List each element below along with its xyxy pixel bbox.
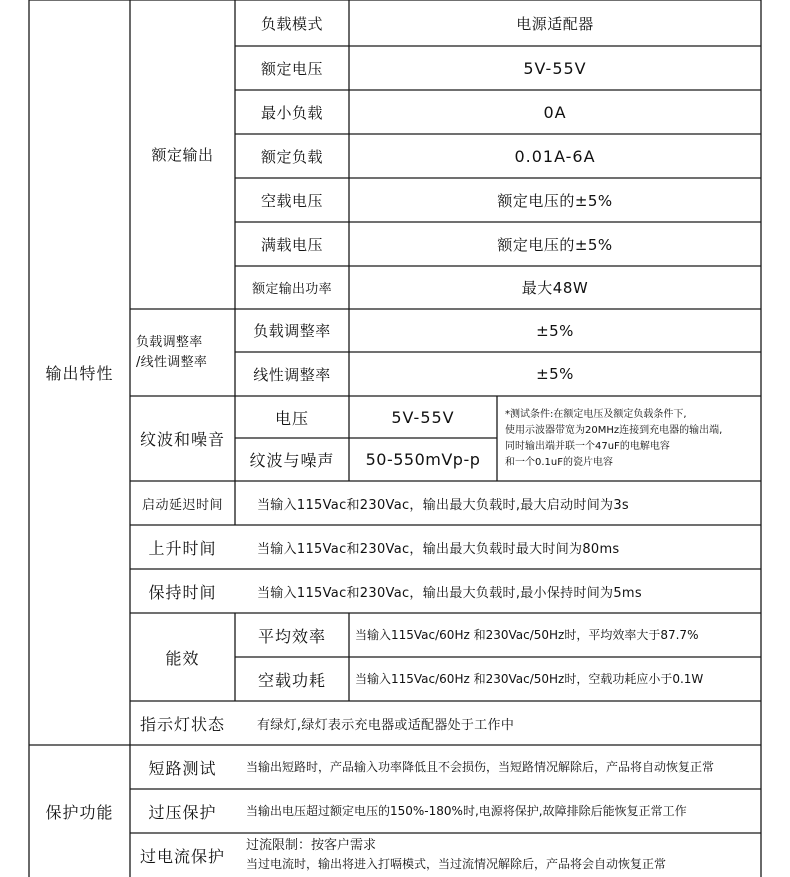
spec-name-average-efficiency: 平均效率: [257, 626, 326, 646]
spec-value-load-regulation: ±5%: [536, 321, 574, 340]
over-current-line1: 过流限制：按客户需求: [246, 838, 377, 853]
startup-delay-value: 当输入115Vac和230Vac，输出最大负载时,最大启动时间为3s: [257, 497, 629, 513]
startup-delay-label: 启动延迟时间: [141, 497, 223, 513]
spec-value-rated-load: 0.01A-6A: [514, 146, 596, 166]
spec-value-no-load-voltage: 额定电压的±5%: [497, 191, 613, 210]
spec-name-min-load: 最小负载: [260, 103, 323, 122]
spec-value-min-load: 0A: [543, 102, 567, 122]
over-current-value: [235, 833, 761, 877]
regulation-label: [130, 309, 235, 396]
short-circuit-value: 当输出短路时，产品输入功率降低且不会损伤，当短路情况解除后，产品将自动恢复正常: [246, 759, 715, 774]
hold-time-value: 当输入115Vac和230Vac，输出最大负载时,最小保持时间为5ms: [257, 585, 642, 601]
indicator-status-label: 指示灯状态: [139, 714, 225, 734]
rise-time-value: 当输入115Vac和230Vac，输出最大负载时最大时间为80ms: [257, 541, 620, 557]
ripple-note-line: 使用示波器带宽为20MHz连接到充电器的输出端,: [505, 424, 723, 436]
over-current-line2: 当过电流时，输出将进入打嗝模式，当过流情况解除后，产品将会自动恢复正常: [246, 857, 667, 871]
spec-name-rated-load: 额定负载: [260, 147, 323, 166]
spec-value-rated-voltage: 5V-55V: [523, 58, 587, 78]
ripple-noise-name: 纹波与噪声: [249, 451, 335, 470]
spec-name-full-load-voltage: 满载电压: [260, 235, 323, 254]
short-circuit-label: 短路测试: [148, 758, 217, 778]
over-voltage-label: 过压保护: [148, 802, 217, 822]
spec-name-load-regulation: 负载调整率: [253, 322, 331, 340]
spec-name-line-regulation: 线性调整率: [253, 365, 331, 384]
ripple-voltage-name: 电压: [274, 408, 309, 428]
spec-name-no-load-power: 空载功耗: [257, 670, 326, 690]
spec-name-no-load-voltage: 空载电压: [260, 191, 323, 210]
over-current-label: 过电流保护: [139, 846, 225, 866]
hold-time-label: 保持时间: [148, 582, 217, 602]
ripple-voltage-value: 5V-55V: [391, 407, 455, 427]
protection-functions-label: 保护功能: [45, 802, 114, 822]
ripple-note-line: *测试条件:在额定电压及额定负载条件下,: [505, 408, 687, 420]
ripple-noise-label: 纹波和噪音: [139, 430, 225, 449]
output-characteristics-label: 输出特性: [45, 364, 114, 383]
regulation-label-line2: /线性调整率: [136, 354, 208, 370]
spec-value-average-efficiency: 当输入115Vac/60Hz 和230Vac/50Hz时，平均效率大于87.7%: [355, 627, 699, 642]
rated-output-label: 额定输出: [151, 146, 214, 164]
ripple-note-line: 和一个0.1uF的瓷片电容: [505, 456, 613, 468]
spec-value-full-load-voltage: 额定电压的±5%: [497, 235, 613, 254]
efficiency-label: 能效: [165, 648, 200, 668]
spec-name-load-mode: 负载模式: [260, 14, 323, 33]
spec-value-no-load-power: 当输入115Vac/60Hz 和230Vac/50Hz时，空载功耗应小于0.1W: [355, 671, 704, 686]
spec-name-rated-voltage: 额定电压: [260, 59, 323, 78]
regulation-label-line1: 负载调整率: [136, 334, 203, 350]
spec-name-rated-power: 额定输出功率: [252, 282, 332, 297]
ripple-test-note: [497, 396, 761, 481]
ripple-noise-value: 50-550mVp-p: [365, 450, 481, 469]
spec-value-rated-power: 最大48W: [521, 279, 589, 297]
rise-time-label: 上升时间: [148, 538, 217, 558]
spec-value-line-regulation: ±5%: [536, 365, 574, 383]
spec-value-load-mode: 电源适配器: [516, 14, 594, 33]
ripple-note-line: 同时输出端并联一个47uF的电解电容: [505, 440, 670, 452]
over-voltage-value: 当输出电压超过额定电压的150%-180%时,电源将保护,故障排除后能恢复正常工作: [246, 803, 687, 818]
indicator-status-value: 有绿灯,绿灯表示充电器或适配器处于工作中: [257, 717, 515, 733]
